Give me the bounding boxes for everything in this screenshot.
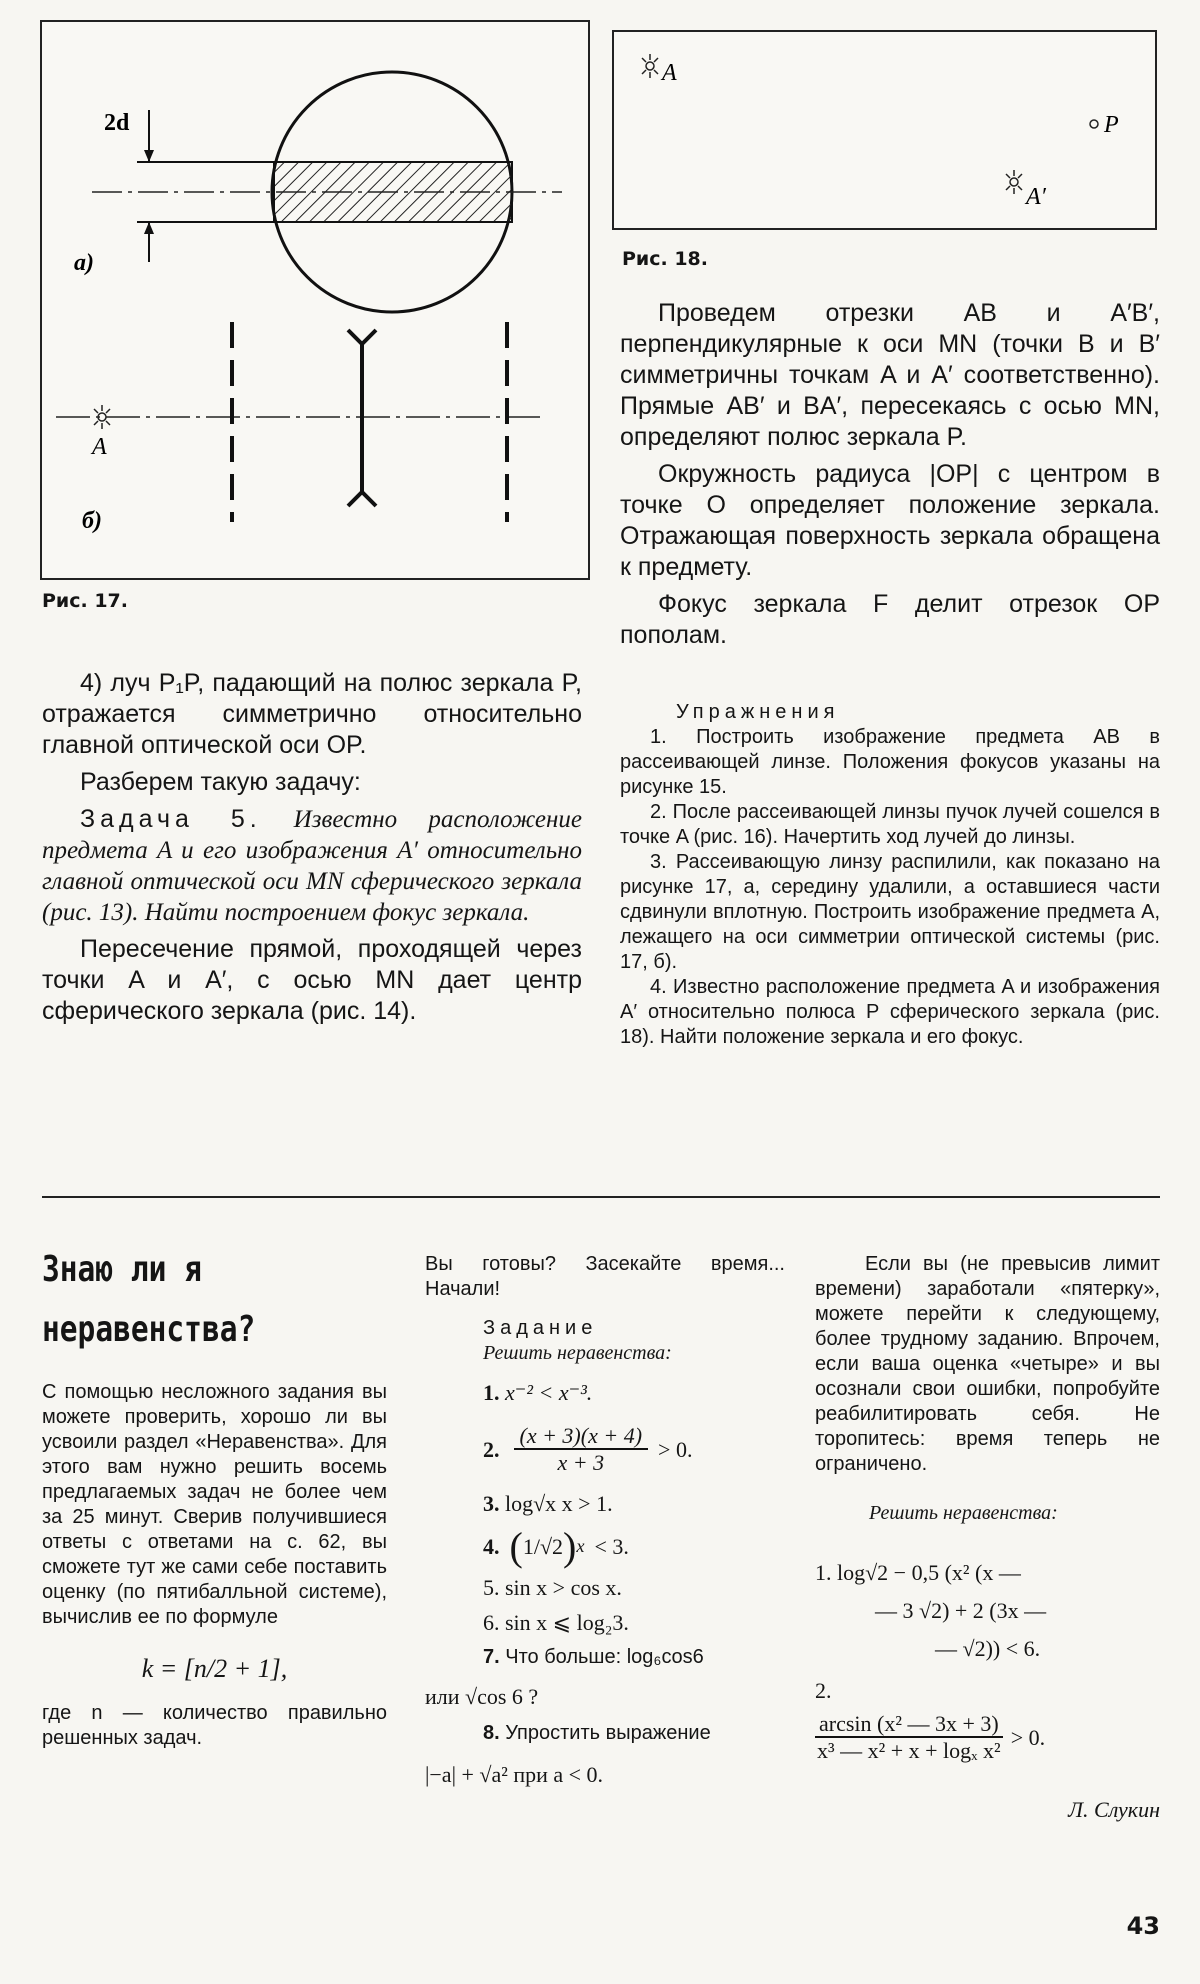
exercise-item: 2. После рассеивающей линзы пучок лучей сошелся в точке A (рис. 16). Начертить ход лучей до линзы. — [620, 801, 1160, 848]
harder-task-2: arcsin (x² — 3x + 3) x³ — x² + x + logₓ x² > 0. — [815, 1711, 1160, 1763]
title-line-2: неравенства? — [42, 1309, 256, 1350]
task-8b: |−a| + √a² при a < 0. — [425, 1762, 604, 1787]
point-A-icon — [642, 54, 658, 78]
exercises — [620, 700, 1160, 1050]
article-title — [42, 1240, 337, 1360]
page-number: 43 — [1126, 1912, 1160, 1940]
paragraph-circle: Окружность радиуса |OP| с центром в точке O определяет положение зеркала. Отражающая поверхность зеркала обращена к предмету. — [620, 460, 1160, 581]
task-5 — [42, 804, 582, 928]
task-7b: или √cos 6 ? — [425, 1684, 539, 1709]
label-P: P — [1104, 112, 1119, 138]
label-A-18: A — [662, 60, 677, 86]
label-A-17: A — [92, 434, 107, 460]
label-b: б) — [82, 508, 102, 534]
label-2d: 2d — [104, 110, 130, 136]
figure-18 — [612, 30, 1157, 230]
article-intro — [42, 1380, 387, 1751]
figure-18-caption: Рис. 18. — [622, 248, 708, 270]
figure-18-drawing — [614, 32, 1155, 228]
task-column — [425, 1252, 785, 1787]
task-label: Задача 5. — [80, 805, 262, 833]
task-2-fraction: (x + 3)(x + 4) x + 3 — [514, 1423, 649, 1475]
task-5-ineq: 5. sin x > cos x. — [483, 1575, 622, 1600]
harder-solve-heading: Решить неравенства: — [869, 1502, 1058, 1524]
paragraph-construct: Проведем отрезки AB и A′B′, перпендикулярные к оси MN (точки B и B′ симметричны точкам A и A′ соответственно). Прямые AB′ и BA′, пересекаясь с осью MN, определяют полюс зеркала P. — [620, 299, 1160, 451]
ready-text: Вы готовы? Засекайте время... Начали! — [425, 1253, 785, 1300]
paragraph-focus: Фокус зеркала F делит отрезок OP пополам. — [620, 590, 1160, 649]
right-column-text — [620, 298, 1160, 657]
after-formula-text: где n — количество правильно решенных задач. — [42, 1702, 387, 1749]
paragraph-ray: 4) луч P₁P, падающий на полюс зеркала P, отражается симметрично относительно главной оптической оси OP. — [42, 669, 582, 759]
title-line-1: Знаю ли я — [42, 1249, 202, 1290]
paragraph-task-intro: Разберем такую задачу: — [80, 768, 361, 796]
task-1: 1. x⁻² < x⁻³. — [483, 1380, 593, 1405]
section-divider — [42, 1196, 1160, 1198]
task-8: 8. Упростить выражение — [483, 1722, 711, 1744]
harder-column — [815, 1252, 1160, 1822]
solve-heading: Решить неравенства: — [483, 1342, 672, 1364]
exercise-item: 1. Построить изображение предмета AB в рассеивающей линзе. Положения фокусов указаны на рисунке 15. — [620, 726, 1160, 798]
harder-task-2-label: 2. — [815, 1678, 832, 1703]
label-A-prime: A′ — [1026, 184, 1046, 210]
intro-text: С помощью несложного задания вы можете проверить, хорошо ли вы усвоили раздел «Неравенства». Для этого вам нужно решить восемь предлагаемых задач не более чем за 25 минут. Сверив получившиеся ответы с ответами на с. 62, вы сможете тут же сами себе поставить оценку (по пятибалльной системе), вычислив ее по формуле — [42, 1381, 387, 1628]
exercise-item: 4. Известно расположение предмета A и изображения A′ относительно полюса P сферического зеркала (рис. 18). Найти положение зеркала и его фокус. — [620, 976, 1160, 1048]
harder-intro: Если вы (не превысив лимит времени) заработали «пятерку», можете перейти к следующему, более трудному заданию. Впрочем, если ваша оценка «четыре» и вы осознали свои ошибки, попробуйте реабилитировать себя. Не торопитесь: время теперь не ограничено. — [815, 1253, 1160, 1475]
task-3: 3. log√x x > 1. — [483, 1491, 613, 1516]
diverging-lens — [348, 330, 376, 506]
figure-17 — [40, 20, 590, 580]
task-text: Известно расположение предмета A и его изображения A′ относительно главной оптической оси MN сферического зеркала (рис. 13). Найти построением фокус зеркала. — [42, 806, 582, 926]
harder-task-1: 1. log√2 − 0,5 (x² (x — — 3 √2) + 2 (3x — — √2)) < 6. — [815, 1560, 1047, 1661]
grade-formula: k = [n/2 + 1], — [141, 1654, 288, 1683]
exercises-heading: Упражнения — [676, 701, 840, 723]
label-a: а) — [74, 250, 94, 276]
figure-17-caption: Рис. 17. — [42, 590, 128, 612]
left-column-text — [42, 668, 582, 1033]
point-A-prime-icon — [1006, 170, 1022, 194]
author: Л. Слукин — [1068, 1797, 1160, 1822]
task-2: 2. (x + 3)(x + 4) x + 3 > 0. — [483, 1423, 693, 1475]
task-6: 6. sin x ⩽ log₂3. — [483, 1610, 629, 1635]
task-7: 7. Что больше: log₆cos6 — [483, 1646, 704, 1668]
pole-point — [1090, 120, 1098, 128]
paragraph-intersection: Пересечение прямой, проходящей через точки A и A′, с осью MN дает центр сферического зеркала (рис. 14). — [42, 935, 582, 1025]
figure-17-drawing — [42, 22, 588, 578]
exercise-item: 3. Рассеивающую линзу распилили, как показано на рисунке 17, а, середину удалили, а оставшиеся части сдвинули вплотную. Построить изображение предмета A, лежащего на оси симметрии оптической системы (рис. 17, б). — [620, 851, 1160, 973]
task-4: 4. ( 1/√2 ) x < 3. — [483, 1524, 629, 1569]
zadanie-heading: Задание — [483, 1317, 598, 1339]
